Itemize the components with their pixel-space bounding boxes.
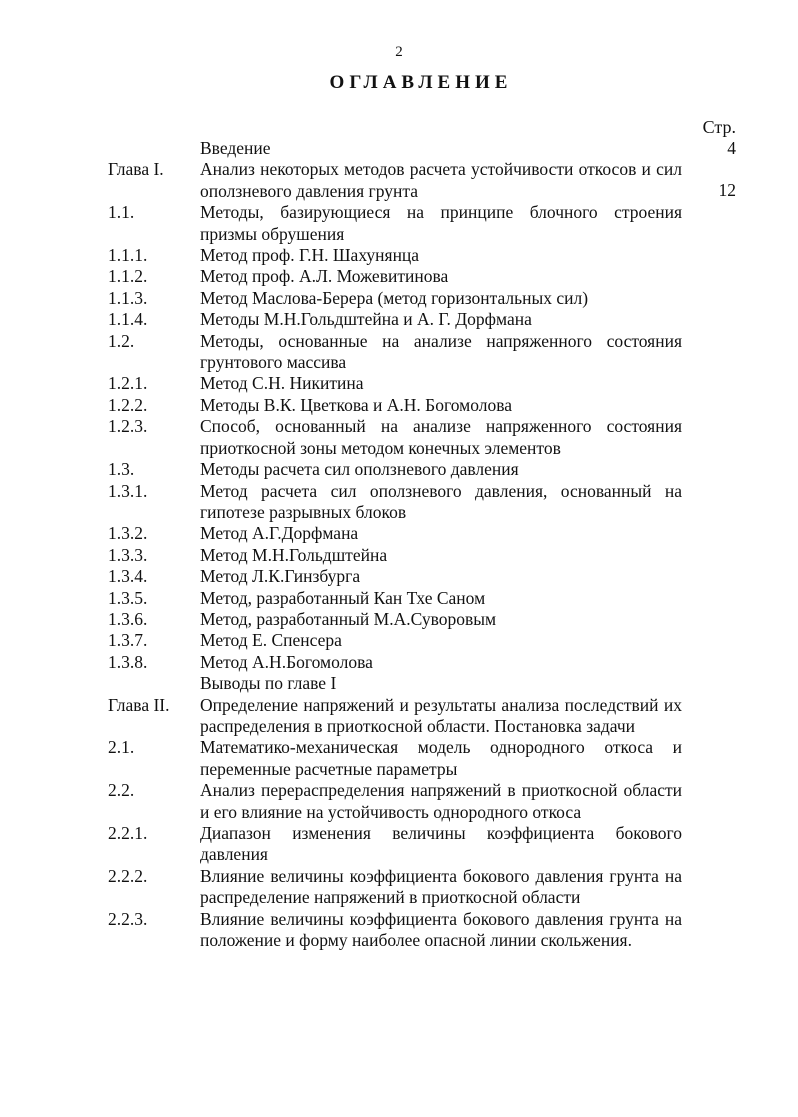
toc-entry-number: 1.3.3. — [108, 544, 148, 565]
toc-entry — [0, 159, 798, 202]
toc-entry-title: Диапазон изменения величины коэффициента бокового давления — [200, 823, 682, 865]
toc-entry-number: 2.2.2. — [108, 865, 148, 886]
toc-entry-number: 1.2.2. — [108, 394, 148, 415]
toc-entry — [0, 780, 798, 823]
toc-entry-number: 1.1.2. — [108, 266, 148, 287]
toc-entry-title: Метод А.Г.Дорфмана — [200, 523, 359, 544]
toc-entry-title: Метод С.Н. Никитина — [200, 373, 364, 394]
toc-entry — [0, 481, 798, 524]
toc-entry-number: 1.2.3. — [108, 416, 148, 437]
toc-entry — [0, 673, 798, 694]
toc-entry — [0, 823, 798, 866]
toc-entry — [0, 245, 798, 266]
toc-entry-title: Методы М.Н.Гольдштейна и А. Г. Дорфмана — [200, 309, 532, 330]
toc-entry-number: 1.1.4. — [108, 309, 148, 330]
toc-entry — [0, 695, 798, 738]
toc-entry-title: Метод А.Н.Богомолова — [200, 651, 373, 672]
toc-entry-title: Методы расчета сил оползневого давления — [200, 459, 519, 480]
toc-entry — [0, 523, 798, 544]
toc-entry-number: 1.1.1. — [108, 245, 148, 266]
table-of-contents — [0, 138, 798, 951]
toc-entry-number: Глава II. — [108, 694, 170, 715]
toc-entry-title: Анализ перераспределения напряжений в приоткосной области и его влияние на устойчивость однородного откоса — [200, 780, 682, 822]
toc-entry — [0, 588, 798, 609]
toc-entry-title: Математико-механическая модель однородного откоса и переменные расчетные параметры — [200, 737, 682, 779]
toc-entry-title: Метод, разработанный Кан Тхе Саном — [200, 587, 486, 608]
toc-entry-number: 1.3.7. — [108, 630, 148, 651]
toc-entry-number: 1.3.6. — [108, 608, 148, 629]
toc-entry-number: Глава I. — [108, 159, 164, 180]
toc-entry-number: 2.2.1. — [108, 823, 148, 843]
toc-entry — [0, 609, 798, 630]
toc-entry-title: Метод, разработанный М.А.Суворовым — [200, 608, 497, 629]
toc-entry-title: Анализ некоторых методов расчета устойчивости откосов и сил оползневого давления грунта — [200, 159, 682, 201]
toc-entry — [0, 416, 798, 459]
toc-entry-title: Метод проф. А.Л. Можевитинова — [200, 266, 449, 287]
toc-entry — [0, 566, 798, 587]
toc-entry-title: Влияние величины коэффициента бокового давления грунта на положение и форму наиболее опасной линии скольжения. — [200, 908, 682, 951]
toc-entry — [0, 459, 798, 480]
toc-entry — [0, 652, 798, 673]
toc-entry-number: 2.2.3. — [108, 908, 148, 929]
toc-entry-number: 2.1. — [108, 737, 135, 758]
toc-entry-page: 4 — [727, 138, 736, 158]
toc-entry-title: Методы, основанные на анализе напряженного состояния грунтового массива — [200, 330, 682, 373]
toc-entry-number: 1.3.5. — [108, 587, 148, 608]
toc-entry-number: 1.3.2. — [108, 523, 148, 544]
toc-entry-title: Определение напряжений и результаты анализа последствий их распределения в приоткосной области. Постановка задачи — [200, 694, 682, 736]
toc-entry — [0, 309, 798, 330]
toc-entry-number: 1.3.8. — [108, 651, 148, 672]
toc-entry-title: Метод проф. Г.Н. Шахунянца — [200, 245, 420, 266]
toc-entry-title: Методы В.К. Цветкова и А.Н. Богомолова — [200, 394, 512, 415]
toc-entry — [0, 395, 798, 416]
toc-entry-number: 1.2. — [108, 330, 135, 351]
toc-entry-title: Введение — [200, 138, 271, 158]
page-title: ОГЛАВЛЕНИЕ — [329, 72, 513, 93]
page-column-header: Стр. — [702, 117, 736, 137]
toc-entry — [0, 545, 798, 566]
toc-entry-title: Влияние величины коэффициента бокового давления грунта на распределение напряжений в приоткосной области — [200, 865, 682, 908]
toc-entry — [0, 288, 798, 309]
toc-entry-title: Метод М.Н.Гольдштейна — [200, 544, 388, 565]
toc-entry-number: 1.3.4. — [108, 566, 148, 587]
page-number: 2 — [395, 44, 403, 60]
toc-entry — [0, 737, 798, 780]
toc-entry — [0, 266, 798, 287]
toc-entry-title: Выводы по главе I — [200, 673, 337, 694]
toc-entry-title: Метод Маслова-Берера (метод горизонтальных сил) — [200, 287, 589, 308]
toc-entry — [0, 138, 798, 159]
toc-entry-title: Способ, основанный на анализе напряженного состояния приоткосной зоны методом конечных элементов — [200, 416, 682, 458]
toc-entry-title: Методы, базирующиеся на принципе блочного строения призмы обрушения — [200, 202, 682, 244]
toc-entry-title: Метод Е. Спенсера — [200, 630, 342, 651]
toc-entry-title: Метод Л.К.Гинзбурга — [200, 566, 361, 587]
toc-entry — [0, 331, 798, 374]
toc-entry-number: 1.3. — [108, 459, 135, 480]
toc-entry-number: 1.1.3. — [108, 287, 148, 308]
toc-entry-page: 12 — [718, 180, 736, 201]
toc-entry — [0, 373, 798, 394]
toc-entry — [0, 866, 798, 909]
toc-entry — [0, 630, 798, 651]
toc-entry-number: 2.2. — [108, 780, 135, 801]
toc-entry — [0, 202, 798, 245]
toc-entry-number: 1.2.1. — [108, 373, 148, 394]
toc-entry — [0, 909, 798, 952]
toc-entry-number: 1.1. — [108, 202, 135, 223]
toc-entry-number: 1.3.1. — [108, 480, 148, 501]
toc-entry-title: Метод расчета сил оползневого давления, основанный на гипотезе разрывных блоков — [200, 480, 682, 522]
